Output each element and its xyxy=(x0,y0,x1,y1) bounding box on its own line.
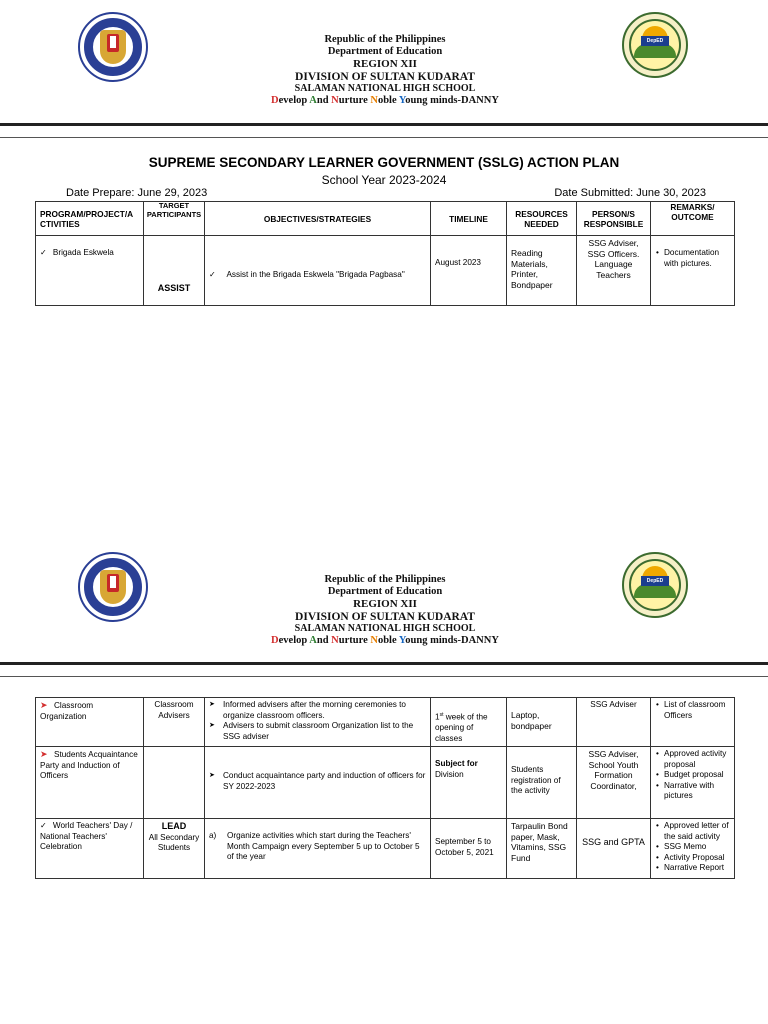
objective-cell: ➤ Informed advisers after the morning ceremonies to organize classroom officers. ➤ Advisers to submit classroom Organization list to the SSG adviser xyxy=(205,698,431,747)
program-cell: ✓ World Teachers' Day / National Teachers' Celebration xyxy=(36,819,144,879)
program-cell: ➤ Students Acquaintance Party and Induction of Officers xyxy=(36,747,144,819)
plan-title: SUPREME SECONDARY LEARNER GOVERNMENT (SSLG) ACTION PLAN xyxy=(148,155,620,170)
header-persons: PERSON/S RESPONSIBLE xyxy=(577,202,651,236)
table-row xyxy=(36,819,735,879)
resources-cell: Reading Materials, Printer, Bondpaper xyxy=(507,236,577,306)
objective-cell: ✓ Assist in the Brigada Eskwela "Brigada Pagbasa" xyxy=(205,236,431,306)
table-row xyxy=(36,747,735,819)
remarks-cell: • Approved activity proposal • Budget proposal • Narrative with pictures xyxy=(651,747,735,819)
header-target: TARGET PARTICIPANTS xyxy=(144,202,205,236)
deped-division-seal-icon: DepED xyxy=(622,552,688,618)
letterhead xyxy=(0,0,768,120)
republic-line: Republic of the Philippines xyxy=(324,574,446,585)
school-motto: Develop And Nurture Noble Young minds-DANNY xyxy=(271,635,499,647)
checkmark-icon: ✓ xyxy=(40,248,47,257)
timeline-cell: Subject for Division xyxy=(431,747,507,819)
kagawaran-ng-edukasyon-seal-icon xyxy=(78,12,148,82)
target-cell: Classroom Advisers xyxy=(144,698,205,747)
action-plan-table-continued xyxy=(35,697,735,879)
header-timeline: TIMELINE xyxy=(431,202,507,236)
region-line: REGION XII xyxy=(353,58,417,71)
table-row xyxy=(36,698,735,747)
persons-cell: SSG Adviser xyxy=(577,698,651,747)
date-submitted: Date Submitted: June 30, 2023 xyxy=(554,187,706,199)
objective-cell: ➤ Conduct acquaintance party and induction of officers for SY 2022-2023 xyxy=(205,747,431,819)
persons-cell: SSG and GPTA xyxy=(577,819,651,879)
resources-cell: Tarpaulin Bond paper, Mask, Vitamins, SSG Fund xyxy=(507,819,577,879)
letterhead-text xyxy=(200,574,570,647)
header-divider-thin xyxy=(0,676,768,677)
target-cell: ASSIST xyxy=(144,236,205,306)
republic-line: Republic of the Philippines xyxy=(324,34,446,45)
target-cell: LEAD All Secondary Students xyxy=(144,819,205,879)
persons-cell: SSG Adviser, SSG Officers. Language Teachers xyxy=(577,236,651,306)
page-2 xyxy=(0,540,768,1024)
checkmark-icon: ✓ xyxy=(40,821,47,831)
school-motto: Develop And Nurture Noble Young minds-DANNY xyxy=(271,95,499,107)
department-line: Department of Education xyxy=(327,46,443,58)
program-cell: ✓ Brigada Eskwela xyxy=(36,236,144,306)
resources-cell: Students registration of the activity xyxy=(507,747,577,819)
division-line: DIVISION OF SULTAN KUDARAT xyxy=(295,70,475,83)
remarks-cell: • Approved letter of the said activity • SSG Memo • Activity Proposal • Narrative Report xyxy=(651,819,735,879)
header-remarks: REMARKS/ OUTCOME xyxy=(651,202,735,236)
objective-cell: a) Organize activities which start during the Teachers' Month Campaign every September 5 up to October 5 of the year xyxy=(205,819,431,879)
kagawaran-ng-edukasyon-seal-icon xyxy=(78,552,148,622)
remarks-cell: • List of classroom Officers xyxy=(651,698,735,747)
date-prepared: Date Prepare: June 29, 2023 xyxy=(66,187,208,199)
table-row xyxy=(36,236,735,306)
resources-cell: Laptop, bondpaper xyxy=(507,698,577,747)
school-name: SALAMAN NATIONAL HIGH SCHOOL xyxy=(294,82,476,94)
school-name: SALAMAN NATIONAL HIGH SCHOOL xyxy=(294,622,476,634)
letterhead-text xyxy=(200,34,570,107)
header-divider-thin xyxy=(0,137,768,138)
school-year: School Year 2023-2024 xyxy=(321,173,447,187)
header-objectives: OBJECTIVES/STRATEGIES xyxy=(205,202,431,236)
header-resources: RESOURCES NEEDED xyxy=(507,202,577,236)
action-plan-table xyxy=(35,201,735,306)
arrow-bullet-icon: ➤ xyxy=(40,749,48,760)
arrow-bullet-icon: ➤ xyxy=(40,700,48,710)
remarks-cell: • Documentation with pictures. xyxy=(651,236,735,306)
page-gap xyxy=(0,520,768,540)
timeline-cell: September 5 to October 5, 2021 xyxy=(431,819,507,879)
program-cell: ➤ Classroom Organization xyxy=(36,698,144,747)
division-line: DIVISION OF SULTAN KUDARAT xyxy=(295,610,475,623)
table-header-row xyxy=(36,202,735,236)
timeline-cell: 1st week of the opening of classes xyxy=(431,698,507,747)
region-line: REGION XII xyxy=(353,598,417,611)
timeline-cell: August 2023 xyxy=(431,236,507,306)
letterhead xyxy=(0,540,768,660)
deped-division-seal-icon: DepED xyxy=(622,12,688,78)
persons-cell: SSG Adviser, School Youth Formation Coordinator, xyxy=(577,747,651,819)
checkmark-icon: ✓ xyxy=(209,270,216,280)
header-divider xyxy=(0,123,768,126)
header-program: PROGRAM/PROJECT/A CTIVITIES xyxy=(36,202,144,236)
header-divider xyxy=(0,662,768,665)
department-line: Department of Education xyxy=(327,586,443,598)
target-cell xyxy=(144,747,205,819)
